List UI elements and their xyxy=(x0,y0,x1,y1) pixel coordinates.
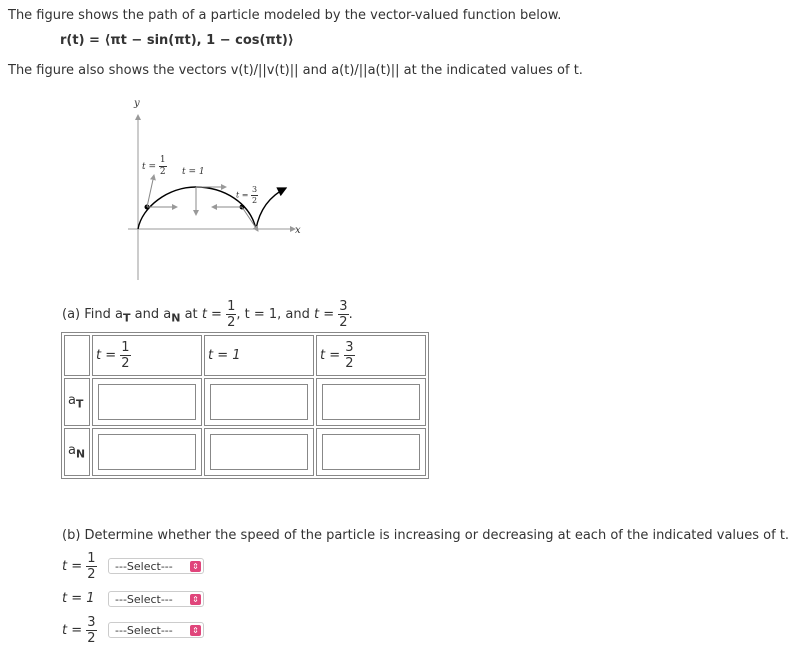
part-b-label-t-three-half: t = $\frac{3}{2}$ xyxy=(62,615,96,646)
select-arrow-icon: ⇕ xyxy=(190,594,201,605)
row-label-aN: $a_N$ xyxy=(64,428,90,476)
aN-input-t-1[interactable] xyxy=(210,434,308,470)
aN-input-t-three-half[interactable] xyxy=(322,434,420,470)
aT-input-t-half[interactable] xyxy=(98,384,196,420)
y-axis-label: y xyxy=(134,98,140,109)
speed-select-t-three-half[interactable]: ---Select--- ⇕ xyxy=(108,622,204,638)
figure-label-t-half: t = $\frac{1}{2}$ xyxy=(142,155,166,177)
cycloid-figure xyxy=(120,95,320,285)
part-b-label-t-half: t = $\frac{1}{2}$ xyxy=(62,551,96,582)
part-b-prompt: (b) Determine whether the speed of the particle is increasing or decreasing at each of the indicated values of t. xyxy=(62,528,790,543)
intro-line-1: The figure shows the path of a particle modeled by the vector-valued function below. xyxy=(8,8,562,23)
velocity-vector-t-half xyxy=(147,175,154,207)
x-axis-label: x xyxy=(295,225,301,236)
part-b-label-t-1: t = 1 xyxy=(62,591,95,606)
select-arrow-icon: ⇕ xyxy=(190,561,201,572)
header-t-1: t = 1 xyxy=(204,335,314,376)
header-t-half: t = $\frac{1}{2}$ xyxy=(92,335,202,376)
aN-input-t-half[interactable] xyxy=(98,434,196,470)
figure-label-t-three-half: t = $\frac{3}{2}$ xyxy=(236,185,258,205)
part-a-prompt: (a) Find $a_T$ and $a_N$ at t = $\frac{1}{2}$ , t = 1, and t = $\frac{3}{2}$ . xyxy=(62,299,353,330)
aT-input-t-three-half[interactable] xyxy=(322,384,420,420)
cycloid-path xyxy=(138,187,286,229)
row-label-aT: $a_T$ xyxy=(64,378,90,426)
vector-function: r(t) = ⟨πt − sin(πt), 1 − cos(πt)⟩ xyxy=(60,33,294,48)
aT-input-t-1[interactable] xyxy=(210,384,308,420)
table-corner xyxy=(64,335,90,376)
velocity-vector-t-three-half xyxy=(242,207,258,231)
header-t-three-half: t = $\frac{3}{2}$ xyxy=(316,335,426,376)
speed-select-t-half[interactable]: ---Select--- ⇕ xyxy=(108,558,204,574)
intro-line-2: The figure also shows the vectors v(t)/||v(t)|| and a(t)/||a(t)|| at the indicated values of t. xyxy=(8,63,583,78)
speed-select-t-1[interactable]: ---Select--- ⇕ xyxy=(108,591,204,607)
figure-label-t-1: t = 1 xyxy=(182,167,205,177)
answer-table xyxy=(61,332,429,479)
select-arrow-icon: ⇕ xyxy=(190,625,201,636)
